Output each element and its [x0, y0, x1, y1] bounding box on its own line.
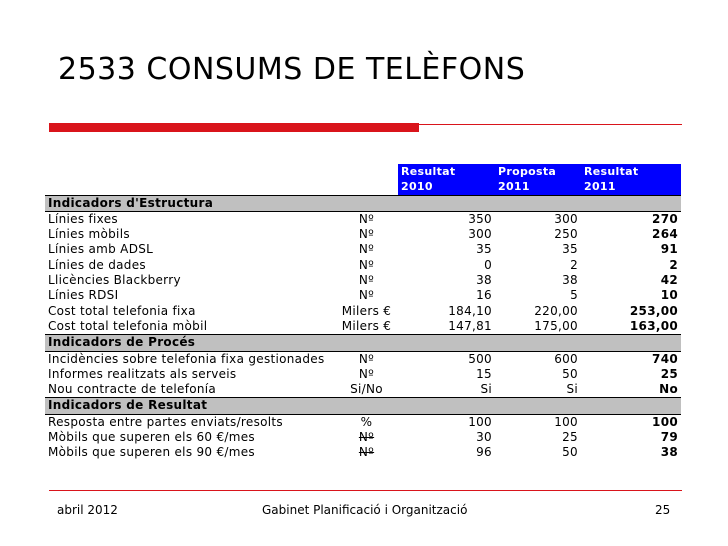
indicator-unit-text: Nº	[358, 445, 375, 460]
indicator-label: Línies de dades	[48, 257, 146, 272]
indicator-unit: Milers €	[341, 318, 392, 333]
value-proposta-2011: 2	[570, 257, 578, 272]
value-proposta-2011: 25	[562, 430, 578, 445]
value-resultat-2011: 740	[652, 351, 678, 366]
indicator-unit: Si/No	[350, 382, 383, 397]
value-proposta-2011: 250	[554, 227, 578, 242]
indicator-unit: Nº	[358, 227, 375, 242]
header-resultat-2011: Resultat	[581, 164, 681, 179]
value-proposta-2011: 50	[562, 445, 578, 460]
value-proposta-2011: 5	[570, 288, 578, 303]
value-resultat-2011: 38	[660, 445, 678, 460]
value-resultat-2010: 147,81	[448, 318, 492, 333]
table-row	[45, 288, 681, 303]
indicator-label: Línies fixes	[48, 211, 118, 226]
table-row	[45, 382, 681, 398]
value-proposta-2011: 35	[562, 242, 578, 257]
section-header-row	[45, 398, 681, 414]
indicator-label: Línies RDSI	[48, 288, 119, 303]
value-resultat-2010: 35	[476, 242, 492, 257]
value-resultat-2010: 300	[468, 227, 492, 242]
indicator-label: Mòbils que superen els 60 €/mes	[48, 430, 255, 445]
title-divider-line	[419, 124, 682, 125]
value-resultat-2010: 38	[476, 273, 492, 288]
value-resultat-2011: 163,00	[629, 318, 678, 333]
value-resultat-2011: 91	[660, 242, 678, 257]
header-year-resultat-2011: 2011	[581, 179, 681, 195]
indicator-label: Incidències sobre telefonia fixa gestionades	[48, 351, 325, 366]
value-resultat-2011: 270	[652, 211, 678, 226]
indicator-unit: Nº	[358, 257, 375, 272]
indicator-label: Cost total telefonia mòbil	[48, 318, 208, 333]
table-row	[45, 273, 681, 288]
value-resultat-2011: 25	[660, 366, 678, 381]
value-proposta-2011: 100	[554, 414, 578, 429]
table-header-row-1	[45, 164, 681, 179]
value-resultat-2011: 79	[660, 430, 678, 445]
indicator-label: Llicències Blackberry	[48, 273, 181, 288]
indicator-unit: Nº	[358, 242, 375, 257]
section-title: Indicadors de Procés	[45, 335, 681, 351]
table-row	[45, 367, 681, 382]
value-proposta-2011: Si	[566, 382, 578, 397]
value-resultat-2010: 15	[476, 366, 492, 381]
indicator-label: Resposta entre partes enviats/resolts	[48, 414, 283, 429]
indicator-unit: Nº	[358, 211, 375, 226]
table-row	[45, 211, 681, 227]
section-header-row	[45, 195, 681, 211]
indicator-unit	[335, 445, 398, 460]
value-proposta-2011: 220,00	[534, 303, 578, 318]
indicator-unit: Nº	[358, 288, 375, 303]
value-resultat-2010: 350	[468, 211, 492, 226]
section-header-row	[45, 335, 681, 351]
indicator-unit	[335, 430, 398, 445]
indicator-unit: Nº	[358, 366, 375, 381]
table-row	[45, 242, 681, 257]
indicators-table	[45, 164, 681, 461]
indicator-unit: Nº	[358, 273, 375, 288]
table-row	[45, 304, 681, 319]
header-year-2010: 2010	[398, 179, 495, 195]
value-resultat-2011: 100	[652, 414, 678, 429]
value-resultat-2011: 264	[652, 227, 678, 242]
indicator-label: Cost total telefonia fixa	[48, 303, 196, 318]
footer-organization: Gabinet Planificació i Organització	[262, 503, 468, 517]
indicator-unit: %	[360, 414, 373, 429]
indicator-label: Línies amb ADSL	[48, 242, 154, 257]
value-resultat-2010: 30	[476, 430, 492, 445]
indicator-unit: Milers €	[341, 303, 392, 318]
value-resultat-2011: 2	[669, 257, 678, 272]
header-year-proposta-2011: 2011	[495, 179, 581, 195]
table-row	[45, 258, 681, 273]
table-row	[45, 414, 681, 430]
indicator-label: Mòbils que superen els 90 €/mes	[48, 445, 255, 460]
value-resultat-2010: 184,10	[448, 303, 492, 318]
value-proposta-2011: 50	[562, 366, 578, 381]
title-accent-bar	[49, 123, 419, 132]
header-proposta-2011: Proposta	[495, 164, 581, 179]
indicator-label: Línies mòbils	[48, 227, 130, 242]
value-resultat-2011: 42	[660, 273, 678, 288]
section-title: Indicadors d'Estructura	[45, 195, 681, 211]
value-resultat-2010: Si	[480, 382, 492, 397]
indicator-unit: Nº	[358, 351, 375, 366]
value-proposta-2011: 175,00	[534, 318, 578, 333]
section-title: Indicadors de Resultat	[45, 398, 681, 414]
indicator-unit-text: Nº	[358, 430, 375, 445]
value-resultat-2011: 253,00	[629, 303, 678, 318]
slide-title: 2533 CONSUMS DE TELÈFONS	[58, 52, 526, 87]
table-header-row-2	[45, 179, 681, 195]
indicator-label: Nou contracte de telefonía	[48, 382, 217, 397]
header-resultat-2010: Resultat	[398, 164, 495, 179]
footer-divider-line	[49, 490, 682, 491]
table-row	[45, 227, 681, 242]
table-row	[45, 430, 681, 445]
value-resultat-2010: 96	[476, 445, 492, 460]
value-resultat-2011: No	[659, 382, 678, 397]
value-resultat-2010: 100	[468, 414, 492, 429]
footer-page-number: 25	[655, 503, 671, 517]
table-row	[45, 445, 681, 460]
value-resultat-2010: 16	[476, 288, 492, 303]
value-proposta-2011: 38	[562, 273, 578, 288]
value-proposta-2011: 300	[554, 211, 578, 226]
value-proposta-2011: 600	[554, 351, 578, 366]
indicator-label: Informes realitzats als serveis	[48, 366, 237, 381]
value-resultat-2010: 500	[468, 351, 492, 366]
table-row	[45, 351, 681, 367]
value-resultat-2010: 0	[484, 257, 492, 272]
table-row	[45, 319, 681, 335]
footer-date: abril 2012	[57, 503, 118, 517]
value-resultat-2011: 10	[660, 288, 678, 303]
